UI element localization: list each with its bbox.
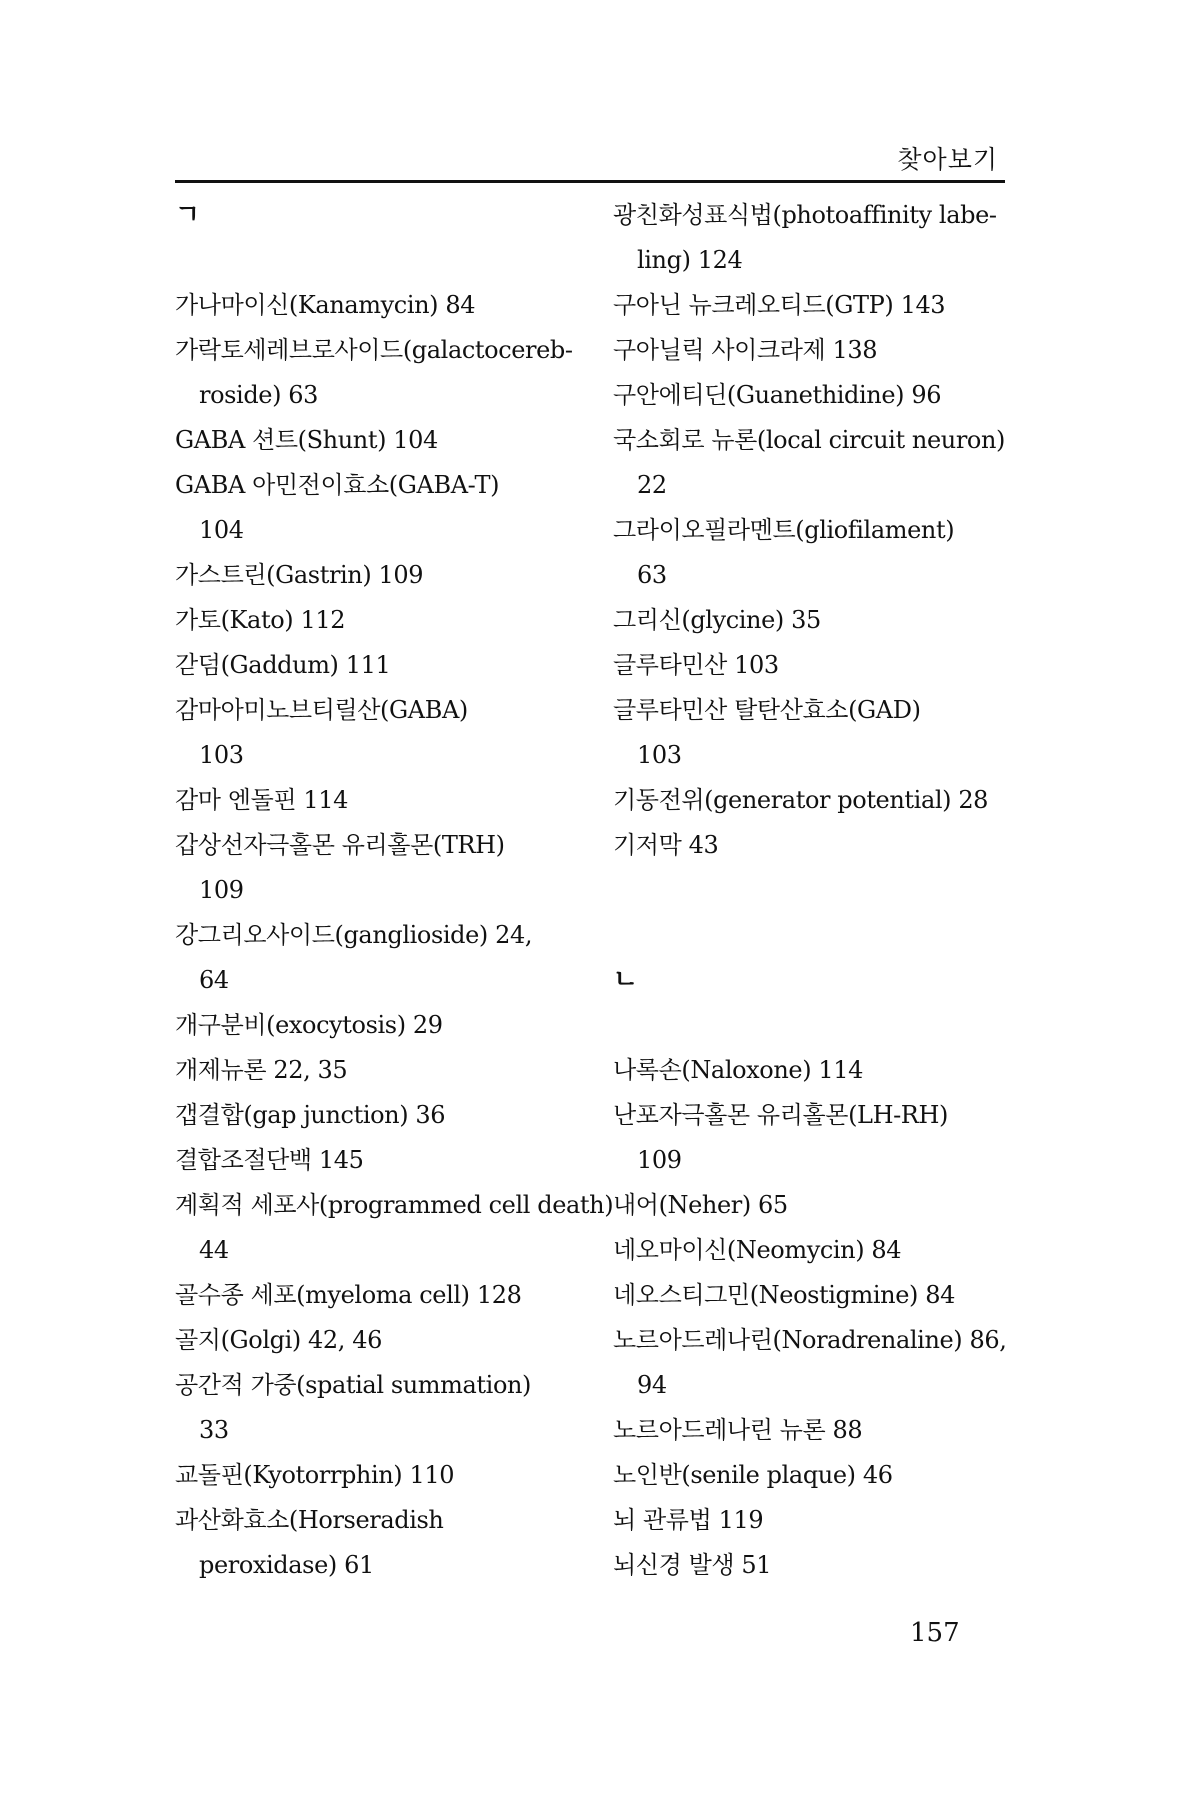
- index-entry: 광친화성표식법(photoaffinity labe-: [613, 201, 997, 229]
- spacer: [613, 1003, 1033, 1048]
- index-entry: 골수종 세포(myeloma cell) 128: [175, 1281, 522, 1309]
- index-entry: 교돌핀(Kyotorrphin) 110: [175, 1461, 455, 1489]
- index-entry-continuation: peroxidase) 61: [199, 1551, 374, 1579]
- index-entry-continuation: 104: [199, 516, 244, 544]
- index-entry-continuation: 22: [637, 471, 667, 499]
- index-entry: GABA 아민전이효소(GABA-T): [175, 471, 500, 499]
- index-entry: 나록손(Naloxone) 114: [613, 1056, 863, 1084]
- index-entry: 구아닌 뉴크레오티드(GTP) 143: [613, 291, 946, 319]
- index-entry: 골지(Golgi) 42, 46: [175, 1326, 382, 1354]
- index-entry: GABA 션트(Shunt) 104: [175, 426, 438, 454]
- index-entry: 노르아드레나린(Noradrenaline) 86,: [613, 1326, 1007, 1354]
- index-entry-continuation: 64: [199, 966, 229, 994]
- index-entry-continuation: ling) 124: [637, 246, 743, 274]
- section-heading: ㄴ: [613, 965, 638, 995]
- index-entry-continuation: 44: [199, 1236, 229, 1264]
- index-entry: 그리신(glycine) 35: [613, 606, 821, 634]
- index-entry-continuation: roside) 63: [199, 381, 319, 409]
- index-entry-continuation: 103: [199, 741, 244, 769]
- spacer: [613, 913, 1033, 958]
- index-entry: 기저막 43: [613, 831, 719, 859]
- index-entry: 기동전위(generator potential) 28: [613, 786, 989, 814]
- section-heading: ㄱ: [175, 200, 200, 230]
- index-column-right: [613, 193, 1033, 1588]
- index-entry: 가나마이신(Kanamycin) 84: [175, 291, 476, 319]
- page-number: 157: [910, 1618, 960, 1648]
- index-entry-continuation: 103: [637, 741, 682, 769]
- index-entry: 갭결합(gap junction) 36: [175, 1101, 446, 1129]
- index-entry: 가토(Kato) 112: [175, 606, 346, 634]
- index-entry: 노르아드레나린 뉴론 88: [613, 1416, 863, 1444]
- index-entry: 그라이오필라멘트(gliofilament): [613, 516, 955, 544]
- index-entry: 뇌신경 발생 51: [613, 1551, 772, 1579]
- index-entry: 갇덤(Gaddum) 111: [175, 651, 391, 679]
- index-entry: 감마 엔돌핀 114: [175, 786, 348, 814]
- index-column-left: [175, 193, 614, 1588]
- index-entry-continuation: 63: [637, 561, 667, 589]
- index-entry: 뇌 관류법 119: [613, 1506, 764, 1534]
- index-entry: 강그리오사이드(ganglioside) 24,: [175, 921, 533, 949]
- index-entry: 구안에티딘(Guanethidine) 96: [613, 381, 942, 409]
- index-entry: 글루타민산 탈탄산효소(GAD): [613, 696, 921, 724]
- spacer: [613, 868, 1033, 913]
- index-entry: 계획적 세포사(programmed cell death): [175, 1191, 614, 1219]
- index-entry: 내어(Neher) 65: [613, 1191, 788, 1219]
- index-entry: 결합조절단백 145: [175, 1146, 364, 1174]
- index-entry: 네오스티그민(Neostigmine) 84: [613, 1281, 955, 1309]
- index-entry: 개구분비(exocytosis) 29: [175, 1011, 443, 1039]
- index-entry: 구아닐릭 사이크라제 138: [613, 336, 878, 364]
- index-entry: 개제뉴론 22, 35: [175, 1056, 348, 1084]
- index-entry: 과산화효소(Horseradish: [175, 1506, 444, 1534]
- index-entry: 공간적 가중(spatial summation): [175, 1371, 532, 1399]
- index-entry: 국소회로 뉴론(local circuit neuron): [613, 426, 1005, 454]
- index-entry-continuation: 94: [637, 1371, 667, 1399]
- header-rule: [175, 180, 1005, 183]
- index-entry-continuation: 33: [199, 1416, 229, 1444]
- index-entry: 난포자극홀몬 유리홀몬(LH-RH): [613, 1101, 948, 1129]
- index-entry: 글루타민산 103: [613, 651, 779, 679]
- index-entry: 네오마이신(Neomycin) 84: [613, 1236, 902, 1264]
- index-entry: 가락토세레브로사이드(galactocereb-: [175, 336, 573, 364]
- running-header-title: 찾아보기: [897, 145, 998, 174]
- index-entry-continuation: 109: [637, 1146, 682, 1174]
- index-entry: 감마아미노브티릴산(GABA): [175, 696, 468, 724]
- index-entry: 노인반(senile plaque) 46: [613, 1461, 893, 1489]
- index-entry: 갑상선자극홀몬 유리홀몬(TRH): [175, 831, 505, 859]
- index-entry-continuation: 109: [199, 876, 244, 904]
- spacer: [175, 238, 605, 283]
- index-entry: 가스트린(Gastrin) 109: [175, 561, 424, 589]
